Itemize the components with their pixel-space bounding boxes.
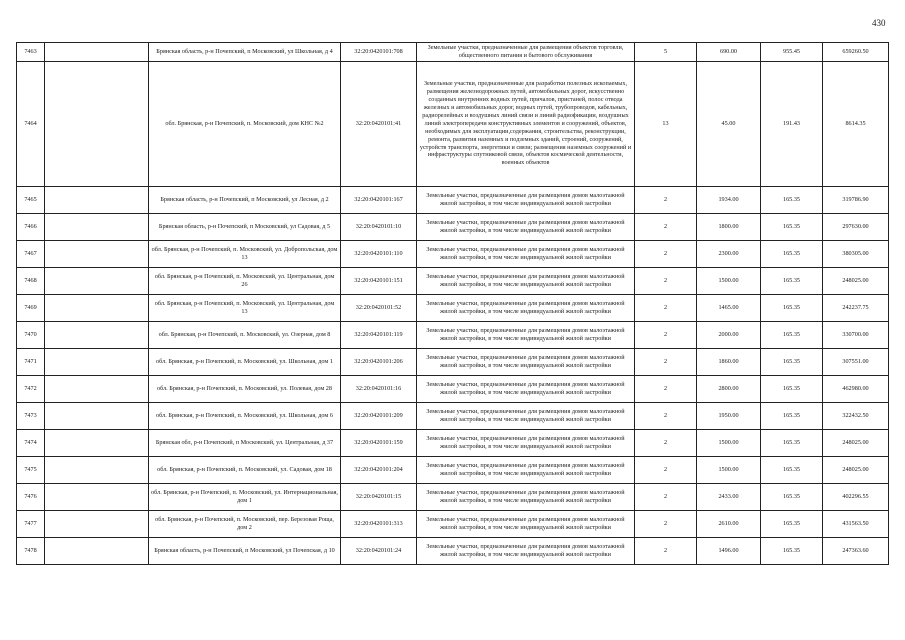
use-group-cell: 5 — [635, 43, 697, 62]
row-number: 7478 — [17, 537, 45, 564]
specific-value-cell: 165.35 — [761, 375, 823, 402]
land-use-cell: Земельные участки, предназначенные для размещения домов малоэтажной жилой застройки, в том числе индивидуальной жилой застройки — [417, 294, 635, 321]
address-cell: обл. Брянская, р-н Почепский, п. Московский, ул. Добропольская, дом 13 — [149, 240, 341, 267]
table-row — [17, 510, 889, 537]
cadastral-number-cell: 32:20:0420101:209 — [341, 402, 417, 429]
cadastral-value-cell: 322432.50 — [823, 402, 889, 429]
use-group-cell: 2 — [635, 294, 697, 321]
cadastral-number-cell: 32:20:0420101:206 — [341, 348, 417, 375]
specific-value-cell: 165.35 — [761, 483, 823, 510]
table-row — [17, 61, 889, 186]
row-number: 7466 — [17, 213, 45, 240]
cadastral-number-cell: 32:20:0420101:52 — [341, 294, 417, 321]
empty-cell — [45, 348, 149, 375]
cadastral-value-cell: 462980.00 — [823, 375, 889, 402]
use-group-cell: 2 — [635, 213, 697, 240]
cadastral-number-cell: 32:20:0420101:15 — [341, 483, 417, 510]
page-number: 430 — [872, 18, 886, 28]
address-cell: обл. Брянская, р-н Почепский, п. Московский, пер. Березовая Роща, дом 2 — [149, 510, 341, 537]
specific-value-cell: 165.35 — [761, 402, 823, 429]
area-cell: 1950.00 — [697, 402, 761, 429]
specific-value-cell: 165.35 — [761, 321, 823, 348]
address-cell: обл. Брянская, р-н Почепский, п. Московский, ул. Центральная, дом 26 — [149, 267, 341, 294]
empty-cell — [45, 321, 149, 348]
use-group-cell: 2 — [635, 321, 697, 348]
empty-cell — [45, 213, 149, 240]
empty-cell — [45, 375, 149, 402]
area-cell: 690.00 — [697, 43, 761, 62]
address-cell: обл. Брянская, р-н Почепский, п. Московский, ул. Садовая, дом 18 — [149, 456, 341, 483]
area-cell: 2800.00 — [697, 375, 761, 402]
cadastral-number-cell: 32:20:0420101:24 — [341, 537, 417, 564]
cadastral-number-cell: 32:20:0420101:10 — [341, 213, 417, 240]
cadastral-value-cell: 8614.35 — [823, 61, 889, 186]
empty-cell — [45, 456, 149, 483]
specific-value-cell: 191.43 — [761, 61, 823, 186]
address-cell: обл. Брянская, р-н Почепский, п. Московский, ул. Центральная, дом 13 — [149, 294, 341, 321]
address-cell: обл. Брянская, р-н Почепский, п. Московский, ул. Интернациональная, дом 1 — [149, 483, 341, 510]
empty-cell — [45, 429, 149, 456]
empty-cell — [45, 483, 149, 510]
area-cell: 2610.00 — [697, 510, 761, 537]
empty-cell — [45, 186, 149, 213]
specific-value-cell: 165.35 — [761, 510, 823, 537]
cadastral-value-cell: 402296.55 — [823, 483, 889, 510]
area-cell: 2300.00 — [697, 240, 761, 267]
specific-value-cell: 165.35 — [761, 537, 823, 564]
specific-value-cell: 165.35 — [761, 213, 823, 240]
address-cell: обл. Брянская, р-н Почепский, п. Московский, ул. Школьная, дом 1 — [149, 348, 341, 375]
area-cell: 1465.00 — [697, 294, 761, 321]
area-cell: 1496.00 — [697, 537, 761, 564]
table-row — [17, 429, 889, 456]
cadastral-value-cell: 248025.00 — [823, 429, 889, 456]
land-use-cell: Земельные участки, предназначенные для разработки полезных ископаемых, размещения железнодорожных путей, автомобильных дорог, искусственно созданных внутренних водных путей, причалов, пристаней, полос отвода железных и автомобильных дорог, водных путей, трубопроводов, кабельных, радиорелейных и воздушных линий связи и линий радиофикации, воздушных линий электропередачи конструктивных элементов и сооружений, объектов, необходимых для эксплуатации,содержания, строительства, реконструкции, ремонта, развития наземных и подземных зданий, строений, сооружений, устройств транспорта, энергетики и связи; размещения наземных сооружений и инфраструктуры спутниковой связи, объектов космической деятельности, военных объектов — [417, 61, 635, 186]
land-use-cell: Земельные участки, предназначенные для размещения домов малоэтажной жилой застройки, в том числе индивидуальной жилой застройки — [417, 375, 635, 402]
cadastral-value-cell: 297630.00 — [823, 213, 889, 240]
table-row — [17, 375, 889, 402]
land-use-cell: Земельные участки, предназначенные для размещения домов малоэтажной жилой застройки, в том числе индивидуальной жилой застройки — [417, 186, 635, 213]
row-number: 7465 — [17, 186, 45, 213]
land-use-cell: Земельные участки, предназначенные для размещения домов малоэтажной жилой застройки, в том числе индивидуальной жилой застройки — [417, 321, 635, 348]
specific-value-cell: 955.45 — [761, 43, 823, 62]
empty-cell — [45, 402, 149, 429]
cadastral-value-cell: 242237.75 — [823, 294, 889, 321]
use-group-cell: 2 — [635, 510, 697, 537]
row-number: 7467 — [17, 240, 45, 267]
cadastral-value-cell: 248025.00 — [823, 267, 889, 294]
row-number: 7477 — [17, 510, 45, 537]
address-cell: обл. Брянская, р-н Почепский, п. Московский, ул. Полевая, дом 28 — [149, 375, 341, 402]
land-use-cell: Земельные участки, предназначенные для размещения домов малоэтажной жилой застройки, в том числе индивидуальной жилой застройки — [417, 429, 635, 456]
row-number: 7475 — [17, 456, 45, 483]
empty-cell — [45, 510, 149, 537]
row-number: 7464 — [17, 61, 45, 186]
specific-value-cell: 165.35 — [761, 267, 823, 294]
empty-cell — [45, 267, 149, 294]
area-cell: 2000.00 — [697, 321, 761, 348]
cadastral-value-cell: 431563.50 — [823, 510, 889, 537]
use-group-cell: 2 — [635, 402, 697, 429]
land-use-cell: Земельные участки, предназначенные для размещения домов малоэтажной жилой застройки, в том числе индивидуальной жилой застройки — [417, 456, 635, 483]
use-group-cell: 13 — [635, 61, 697, 186]
specific-value-cell: 165.35 — [761, 456, 823, 483]
row-number: 7474 — [17, 429, 45, 456]
table-row — [17, 321, 889, 348]
cadastral-number-cell: 32:20:0420101:119 — [341, 321, 417, 348]
cadastral-number-cell: 32:20:0420101:159 — [341, 429, 417, 456]
cadastral-number-cell: 32:20:0420101:41 — [341, 61, 417, 186]
land-use-cell: Земельные участки, предназначенные для размещения домов малоэтажной жилой застройки, в том числе индивидуальной жилой застройки — [417, 348, 635, 375]
specific-value-cell: 165.35 — [761, 240, 823, 267]
area-cell: 1500.00 — [697, 267, 761, 294]
cadastral-number-cell: 32:20:0420101:110 — [341, 240, 417, 267]
use-group-cell: 2 — [635, 186, 697, 213]
table-row — [17, 240, 889, 267]
land-use-cell: Земельные участки, предназначенные для размещения домов малоэтажной жилой застройки, в том числе индивидуальной жилой застройки — [417, 267, 635, 294]
area-cell: 1500.00 — [697, 429, 761, 456]
table-row — [17, 483, 889, 510]
table-row — [17, 267, 889, 294]
cadastral-value-cell: 319786.90 — [823, 186, 889, 213]
cadastral-value-cell: 380305.00 — [823, 240, 889, 267]
area-cell: 1934.00 — [697, 186, 761, 213]
address-cell: Брянская область, р-н Почепский, п Московский, ул Школьная, д 4 — [149, 43, 341, 62]
cadastral-number-cell: 32:20:0420101:204 — [341, 456, 417, 483]
address-cell: Брянская область, р-н Почепский, п Московский, ул Почепская, д 10 — [149, 537, 341, 564]
use-group-cell: 2 — [635, 456, 697, 483]
row-number: 7469 — [17, 294, 45, 321]
use-group-cell: 2 — [635, 375, 697, 402]
empty-cell — [45, 240, 149, 267]
land-use-cell: Земельные участки, предназначенные для размещения домов малоэтажной жилой застройки, в том числе индивидуальной жилой застройки — [417, 240, 635, 267]
use-group-cell: 2 — [635, 240, 697, 267]
table-row — [17, 537, 889, 564]
cadastral-value-cell: 248025.00 — [823, 456, 889, 483]
address-cell: Брянская область, р-н Почепский, п Московский, ул Садовая, д 5 — [149, 213, 341, 240]
address-cell: обл. Брянская, р-н Почепский, п. Московский, ул. Школьная, дом 6 — [149, 402, 341, 429]
use-group-cell: 2 — [635, 537, 697, 564]
row-number: 7472 — [17, 375, 45, 402]
use-group-cell: 2 — [635, 267, 697, 294]
empty-cell — [45, 537, 149, 564]
use-group-cell: 2 — [635, 429, 697, 456]
specific-value-cell: 165.35 — [761, 348, 823, 375]
empty-cell — [45, 61, 149, 186]
cadastral-number-cell: 32:20:0420101:16 — [341, 375, 417, 402]
address-cell: обл. Брянская, р-н Почепский, п. Московский, ул. Озерная, дом 8 — [149, 321, 341, 348]
table-row — [17, 348, 889, 375]
row-number: 7470 — [17, 321, 45, 348]
table-row — [17, 43, 889, 62]
land-use-cell: Земельные участки, предназначенные для размещения объектов торговли, общественного питания и бытового обслуживания — [417, 43, 635, 62]
area-cell: 1800.00 — [697, 213, 761, 240]
area-cell: 45.00 — [697, 61, 761, 186]
address-cell: Брянская обл, р-н Почепский, п Московский, ул. Центральная, д 37 — [149, 429, 341, 456]
empty-cell — [45, 43, 149, 62]
cadastral-number-cell: 32:20:0420101:151 — [341, 267, 417, 294]
table-row — [17, 213, 889, 240]
address-cell: обл. Брянская, р-н Почепский, п. Московский, дом КНС №2 — [149, 61, 341, 186]
land-use-cell: Земельные участки, предназначенные для размещения домов малоэтажной жилой застройки, в том числе индивидуальной жилой застройки — [417, 510, 635, 537]
table-row — [17, 294, 889, 321]
land-use-cell: Земельные участки, предназначенные для размещения домов малоэтажной жилой застройки, в том числе индивидуальной жилой застройки — [417, 402, 635, 429]
area-cell: 2433.00 — [697, 483, 761, 510]
row-number: 7471 — [17, 348, 45, 375]
area-cell: 1860.00 — [697, 348, 761, 375]
specific-value-cell: 165.35 — [761, 429, 823, 456]
address-cell: Брянская область, р-н Почепский, п Московский, ул Лесная, д 2 — [149, 186, 341, 213]
table-row — [17, 456, 889, 483]
land-use-cell: Земельные участки, предназначенные для размещения домов малоэтажной жилой застройки, в том числе индивидуальной жилой застройки — [417, 537, 635, 564]
land-use-cell: Земельные участки, предназначенные для размещения домов малоэтажной жилой застройки, в том числе индивидуальной жилой застройки — [417, 213, 635, 240]
table-row — [17, 402, 889, 429]
table-row — [17, 186, 889, 213]
cadastral-number-cell: 32:20:0420101:313 — [341, 510, 417, 537]
specific-value-cell: 165.35 — [761, 186, 823, 213]
row-number: 7468 — [17, 267, 45, 294]
cadastral-number-cell: 32:20:0420101:167 — [341, 186, 417, 213]
area-cell: 1500.00 — [697, 456, 761, 483]
use-group-cell: 2 — [635, 483, 697, 510]
land-use-cell: Земельные участки, предназначенные для размещения домов малоэтажной жилой застройки, в том числе индивидуальной жилой застройки — [417, 483, 635, 510]
row-number: 7463 — [17, 43, 45, 62]
specific-value-cell: 165.35 — [761, 294, 823, 321]
land-registry-table — [16, 42, 889, 565]
empty-cell — [45, 294, 149, 321]
cadastral-number-cell: 32:20:0420101:708 — [341, 43, 417, 62]
use-group-cell: 2 — [635, 348, 697, 375]
cadastral-value-cell: 307551.00 — [823, 348, 889, 375]
cadastral-value-cell: 247363.60 — [823, 537, 889, 564]
row-number: 7476 — [17, 483, 45, 510]
cadastral-value-cell: 330700.00 — [823, 321, 889, 348]
row-number: 7473 — [17, 402, 45, 429]
cadastral-value-cell: 659260.50 — [823, 43, 889, 62]
